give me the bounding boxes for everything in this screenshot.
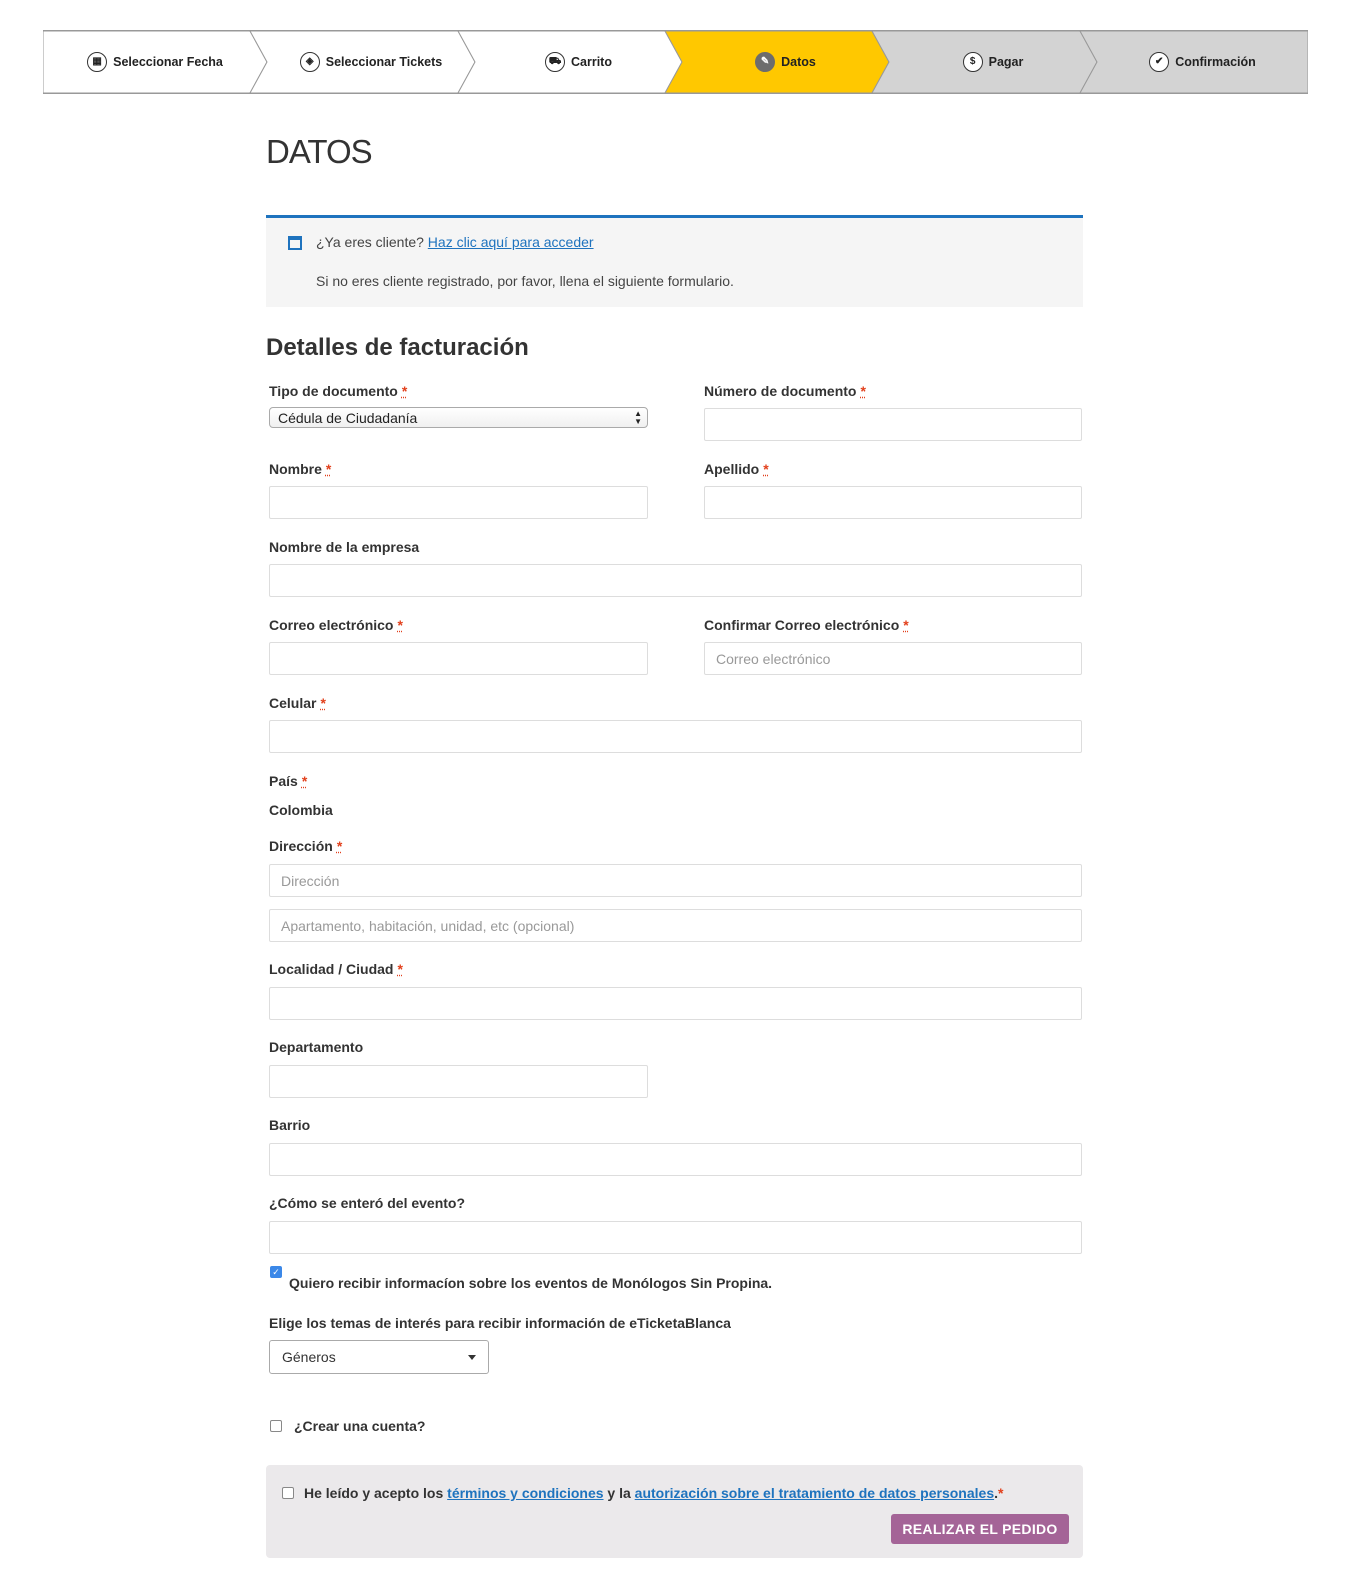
- checkout-steps: [43, 30, 1308, 94]
- billing-title: Detalles de facturación: [266, 334, 529, 361]
- cart-icon: ⛟: [545, 52, 565, 72]
- email-label: [269, 617, 403, 633]
- step-label: Datos: [781, 55, 816, 69]
- required-mark: *: [336, 838, 343, 854]
- first-name-label: [269, 461, 331, 477]
- create-account-label: ¿Crear una cuenta?: [294, 1418, 426, 1434]
- required-mark: *: [301, 773, 308, 789]
- required-mark: *: [401, 383, 408, 399]
- step-label: Carrito: [571, 55, 612, 69]
- doc-number-field[interactable]: [704, 408, 1082, 441]
- required-mark: *: [998, 1485, 1004, 1501]
- select-arrows-icon: ▲ ▼: [634, 409, 642, 426]
- city-label-text: Localidad / Ciudad: [269, 961, 394, 977]
- last-name-field[interactable]: [704, 486, 1082, 519]
- step-label: Pagar: [988, 55, 1024, 69]
- place-order-button[interactable]: REALIZAR EL PEDIDO: [891, 1514, 1069, 1544]
- doc-number-label: [704, 383, 866, 399]
- terms-suffix: .: [994, 1485, 998, 1501]
- address-label: [269, 838, 342, 854]
- calendar-icon: [288, 236, 302, 250]
- source-field[interactable]: [269, 1221, 1082, 1254]
- terms-text: [304, 1485, 1003, 1501]
- terms-checkbox[interactable]: [282, 1487, 294, 1499]
- login-notice: [266, 215, 1083, 307]
- state-field[interactable]: [269, 1065, 648, 1098]
- neighborhood-field[interactable]: [269, 1143, 1082, 1176]
- step-pay: [889, 31, 1097, 93]
- login-note: Si no eres cliente registrado, por favor, llena el siguiente formulario.: [316, 273, 734, 289]
- email-confirm-label-text: Confirmar Correo electrónico: [704, 617, 900, 633]
- doc-type-select[interactable]: [269, 407, 648, 428]
- email-confirm-placeholder: Correo electrónico: [716, 650, 831, 667]
- first-name-label-text: Nombre: [269, 461, 322, 477]
- doc-type-label: [269, 383, 407, 399]
- required-mark: *: [763, 461, 769, 477]
- login-question-text: ¿Ya eres cliente?: [316, 234, 424, 250]
- step-label: Seleccionar Tickets: [325, 55, 443, 69]
- privacy-link[interactable]: autorización sobre el tratamiento de datos personales: [634, 1485, 995, 1501]
- address2-field[interactable]: [269, 909, 1082, 942]
- city-label: [269, 961, 403, 977]
- country-label: [269, 773, 307, 789]
- calendar-icon: ▦: [87, 52, 107, 72]
- phone-label: [269, 695, 326, 711]
- state-label: Departamento: [269, 1039, 364, 1055]
- email-confirm-field[interactable]: [704, 642, 1082, 675]
- tag-icon: ◈: [300, 52, 320, 72]
- terms-link[interactable]: términos y condiciones: [447, 1485, 604, 1501]
- terms-prefix: He leído y acepto los: [304, 1485, 444, 1501]
- step-label: Confirmación: [1175, 55, 1256, 69]
- doc-number-label-text: Número de documento: [704, 383, 857, 399]
- email-label-text: Correo electrónico: [269, 617, 394, 633]
- step-select-tickets[interactable]: [267, 31, 475, 93]
- doc-type-label-text: Tipo de documento: [269, 383, 398, 399]
- required-mark: *: [860, 383, 866, 399]
- newsletter-label: Quiero recibir informacíon sobre los eventos de Monólogos Sin Propina.: [289, 1275, 773, 1291]
- neighborhood-label: Barrio: [269, 1117, 311, 1133]
- step-select-date[interactable]: [43, 31, 267, 93]
- terms-middle: y la: [607, 1485, 631, 1501]
- last-name-label-text: Apellido: [704, 461, 760, 477]
- address-placeholder: Dirección: [281, 872, 340, 889]
- address-field[interactable]: [269, 864, 1082, 897]
- step-label: Seleccionar Fecha: [113, 55, 223, 69]
- company-label: Nombre de la empresa: [269, 539, 420, 555]
- required-mark: *: [397, 617, 403, 633]
- phone-field[interactable]: [269, 720, 1082, 753]
- required-mark: *: [325, 461, 332, 477]
- login-link[interactable]: Haz clic aquí para acceder: [427, 234, 594, 250]
- topics-dropdown[interactable]: [269, 1340, 489, 1374]
- login-question: [316, 234, 594, 250]
- check-icon: ✔: [1149, 52, 1169, 72]
- source-label: ¿Cómo se enteró del evento?: [269, 1195, 466, 1211]
- required-mark: *: [397, 961, 403, 977]
- required-mark: *: [320, 695, 326, 711]
- topics-label: Elige los temas de interés para recibir información de eTicketaBlanca: [269, 1315, 731, 1331]
- country-label-text: País: [269, 773, 298, 789]
- email-confirm-label: [704, 617, 909, 633]
- dollar-icon: $: [963, 52, 983, 72]
- city-field[interactable]: [269, 987, 1082, 1020]
- country-value: Colombia: [269, 802, 333, 818]
- company-field[interactable]: [269, 564, 1082, 597]
- step-cart[interactable]: [475, 31, 682, 93]
- create-account-checkbox[interactable]: [270, 1420, 282, 1432]
- doc-type-value: Cédula de Ciudadanía: [278, 409, 418, 426]
- step-data: [682, 31, 889, 93]
- required-mark: *: [903, 617, 909, 633]
- page-title: DATOS: [266, 133, 372, 170]
- newsletter-checkbox[interactable]: ✓: [270, 1266, 282, 1278]
- address-label-text: Dirección: [269, 838, 333, 854]
- address2-placeholder: Apartamento, habitación, unidad, etc (opcional): [281, 917, 575, 934]
- email-field[interactable]: [269, 642, 648, 675]
- pencil-icon: ✎: [755, 52, 775, 72]
- first-name-field[interactable]: [269, 486, 648, 519]
- last-name-label: [704, 461, 769, 477]
- step-confirmation: [1097, 31, 1308, 93]
- caret-down-icon: [468, 1355, 476, 1360]
- topics-value: Géneros: [282, 1349, 336, 1365]
- phone-label-text: Celular: [269, 695, 317, 711]
- place-order-box: [266, 1465, 1083, 1558]
